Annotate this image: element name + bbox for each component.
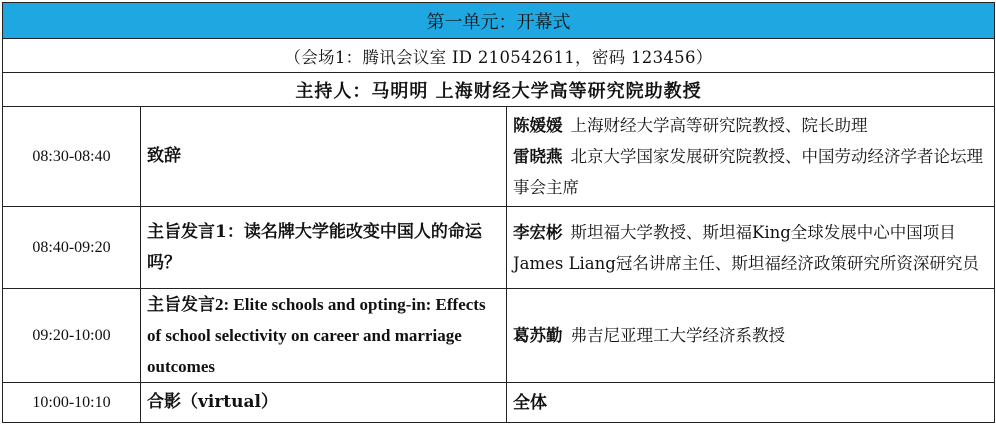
- speaker-name: 陈媛媛: [513, 116, 563, 135]
- speakers-all: 全体: [513, 392, 547, 413]
- meeting-info: （会场1：腾讯会议室 ID 210542611，密码 123456）: [3, 39, 995, 73]
- agenda-row: [3, 289, 995, 383]
- agenda-row: [3, 383, 995, 423]
- speaker-title: 上海财经大学高等研究院教授、院长助理: [570, 116, 868, 135]
- speaker-title: 北京大学国家发展研究院教授、中国劳动经济学者论坛理事会主席: [513, 147, 983, 197]
- speaker-name: 雷晓燕: [513, 147, 563, 166]
- session-title-row: [3, 3, 995, 39]
- speaker-title: 弗吉尼亚理工大学经济系教授: [570, 326, 785, 345]
- time-cell: 08:30-08:40: [3, 107, 141, 207]
- host-info: 主持人：马明明 上海财经大学高等研究院助教授: [3, 73, 995, 107]
- speakers-cell: [507, 207, 995, 289]
- speaker-entry: [513, 217, 990, 279]
- speaker-name: 葛苏勤: [513, 326, 563, 345]
- host-row: [3, 73, 995, 107]
- speaker-name: 李宏彬: [513, 222, 563, 242]
- speaker-entry: [513, 110, 990, 141]
- topic-cell: 主旨发言2: Elite schools and opting-in: Effects of school selectivity on career and marriage outcomes: [141, 289, 507, 383]
- speakers-cell: [507, 107, 995, 207]
- speakers-cell: [507, 289, 995, 383]
- agenda-table: [2, 2, 995, 423]
- time-cell: 09:20-10:00: [3, 289, 141, 383]
- speaker-title: 斯坦福大学教授、斯坦福King全球发展中心中国项目James Liang冠名讲席主任、斯坦福经济政策研究所资深研究员: [513, 222, 979, 273]
- session-title: 第一单元：开幕式: [3, 3, 995, 39]
- topic-cell: 合影（virtual）: [141, 383, 507, 423]
- time-cell: 08:40-09:20: [3, 207, 141, 289]
- topic-cell: 主旨发言1：读名牌大学能改变中国人的命运吗？: [141, 207, 507, 289]
- topic-cell: 致辞: [141, 107, 507, 207]
- agenda-row: [3, 207, 995, 289]
- agenda-row: [3, 107, 995, 207]
- speaker-entry: [513, 320, 990, 351]
- meeting-info-row: [3, 39, 995, 73]
- time-cell: 10:00-10:10: [3, 383, 141, 423]
- speakers-cell: [507, 383, 995, 423]
- speaker-entry: [513, 141, 990, 203]
